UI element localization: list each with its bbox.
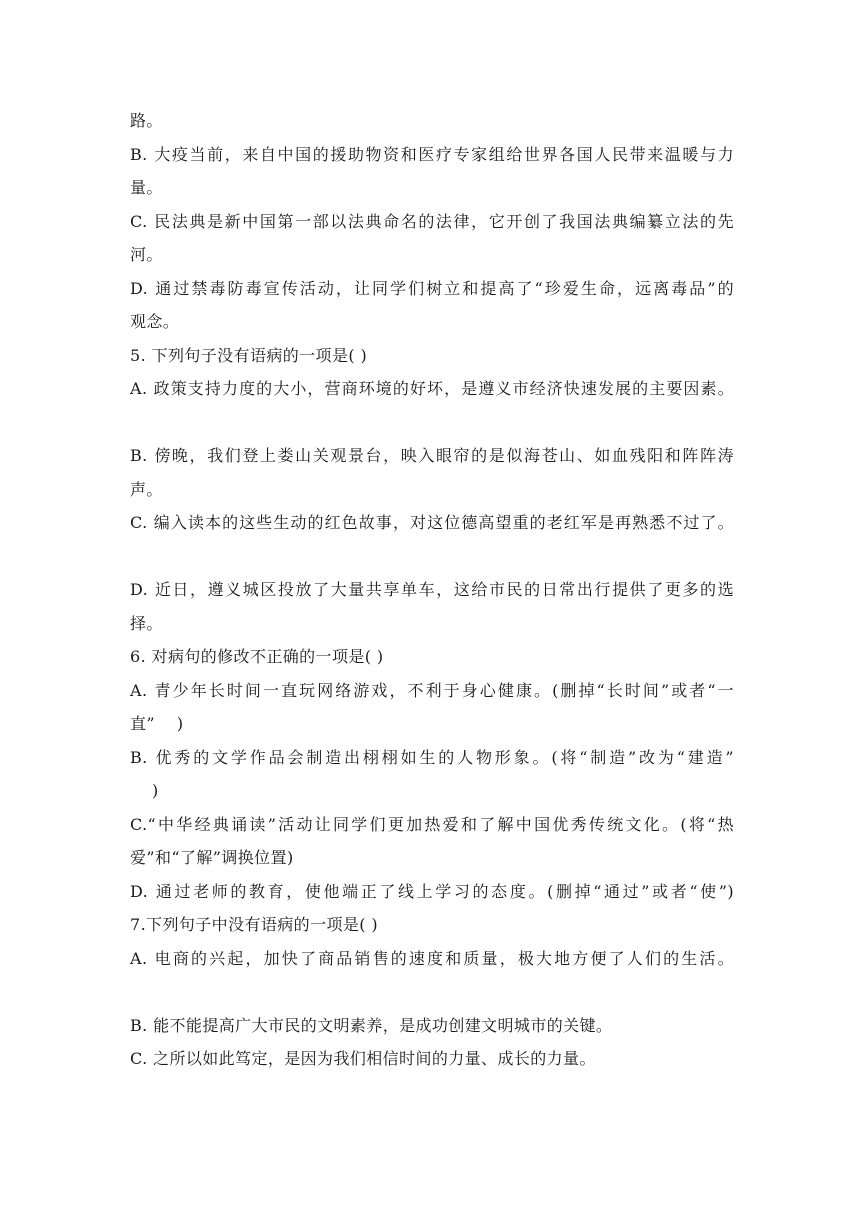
- text-line: 河。: [130, 245, 163, 264]
- blank-line: [130, 540, 734, 574]
- option-c-line-1: C. 民法典是新中国第一部以法典命名的法律，它开创了我国法典编纂立法的先: [130, 211, 734, 231]
- text-line: ): [130, 781, 159, 800]
- q7-option-b: B. 能不能提高广大市民的文明素养，是成功创建文明城市的关键。: [130, 1015, 613, 1035]
- q6-option-d: D. 通过老师的教育，使他端正了线上学习的态度。(删掉“通过”或者“使”): [130, 881, 734, 901]
- option-b-line-1: B. 大疫当前，来自中国的援助物资和医疗专家组给世界各国人民带来温暖与力: [130, 144, 734, 164]
- text-line: 爱”和“了解”调换位置): [130, 848, 294, 867]
- q7-option-c: C. 之所以如此笃定，是因为我们相信时间的力量、成长的力量。: [130, 1049, 596, 1068]
- text-line: 直” ): [130, 714, 184, 733]
- q7-option-a: A. 电商的兴起，加快了商品销售的速度和质量，极大地方便了人们的生活。: [130, 948, 734, 968]
- q6-option-b-line-1: B. 优秀的文学作品会制造出栩栩如生的人物形象。(将“制造”改为“建造”: [130, 747, 734, 767]
- q6-option-c-line-1: C.“中华经典诵读”活动让同学们更加热爱和了解中国优秀传统文化。(将“热: [130, 814, 734, 834]
- question-7: 7.下列句子中没有语病的一项是( ): [130, 915, 379, 934]
- document-page: [130, 104, 734, 1076]
- blank-line: [130, 975, 734, 1009]
- q5-option-b-line-1: B. 傍晚，我们登上娄山关观景台，映入眼帘的是似海苍山、如血残阳和阵阵涛: [130, 446, 734, 465]
- text-line: 观念。: [130, 312, 180, 331]
- q6-option-a-line-1: A. 青少年长时间一直玩网络游戏，不利于身心健康。(删掉“长时间”或者“一: [130, 680, 734, 700]
- q5-option-a: A. 政策支持力度的大小，营商环境的好坏，是遵义市经济快速发展的主要因素。: [130, 379, 734, 398]
- q5-option-d-line-1: D. 近日，遵义城区投放了大量共享单车，这给市民的日常出行提供了更多的选: [130, 580, 734, 599]
- option-d-line-1: D. 通过禁毒防毒宣传活动，让同学们树立和提高了“珍爱生命，远离毒品”的: [130, 278, 734, 298]
- text-line: 路。: [130, 111, 163, 130]
- question-5: 5. 下列句子没有语病的一项是( ): [130, 345, 368, 365]
- blank-line: [130, 406, 734, 440]
- text-line: 择。: [130, 613, 163, 633]
- question-6: 6. 对病句的修改不正确的一项是( ): [130, 647, 384, 666]
- text-line: 量。: [130, 178, 163, 197]
- q5-option-c: C. 编入读本的这些生动的红色故事，对这位德高望重的老红军是再熟悉不过了。: [130, 513, 734, 532]
- text-line: 声。: [130, 479, 163, 499]
